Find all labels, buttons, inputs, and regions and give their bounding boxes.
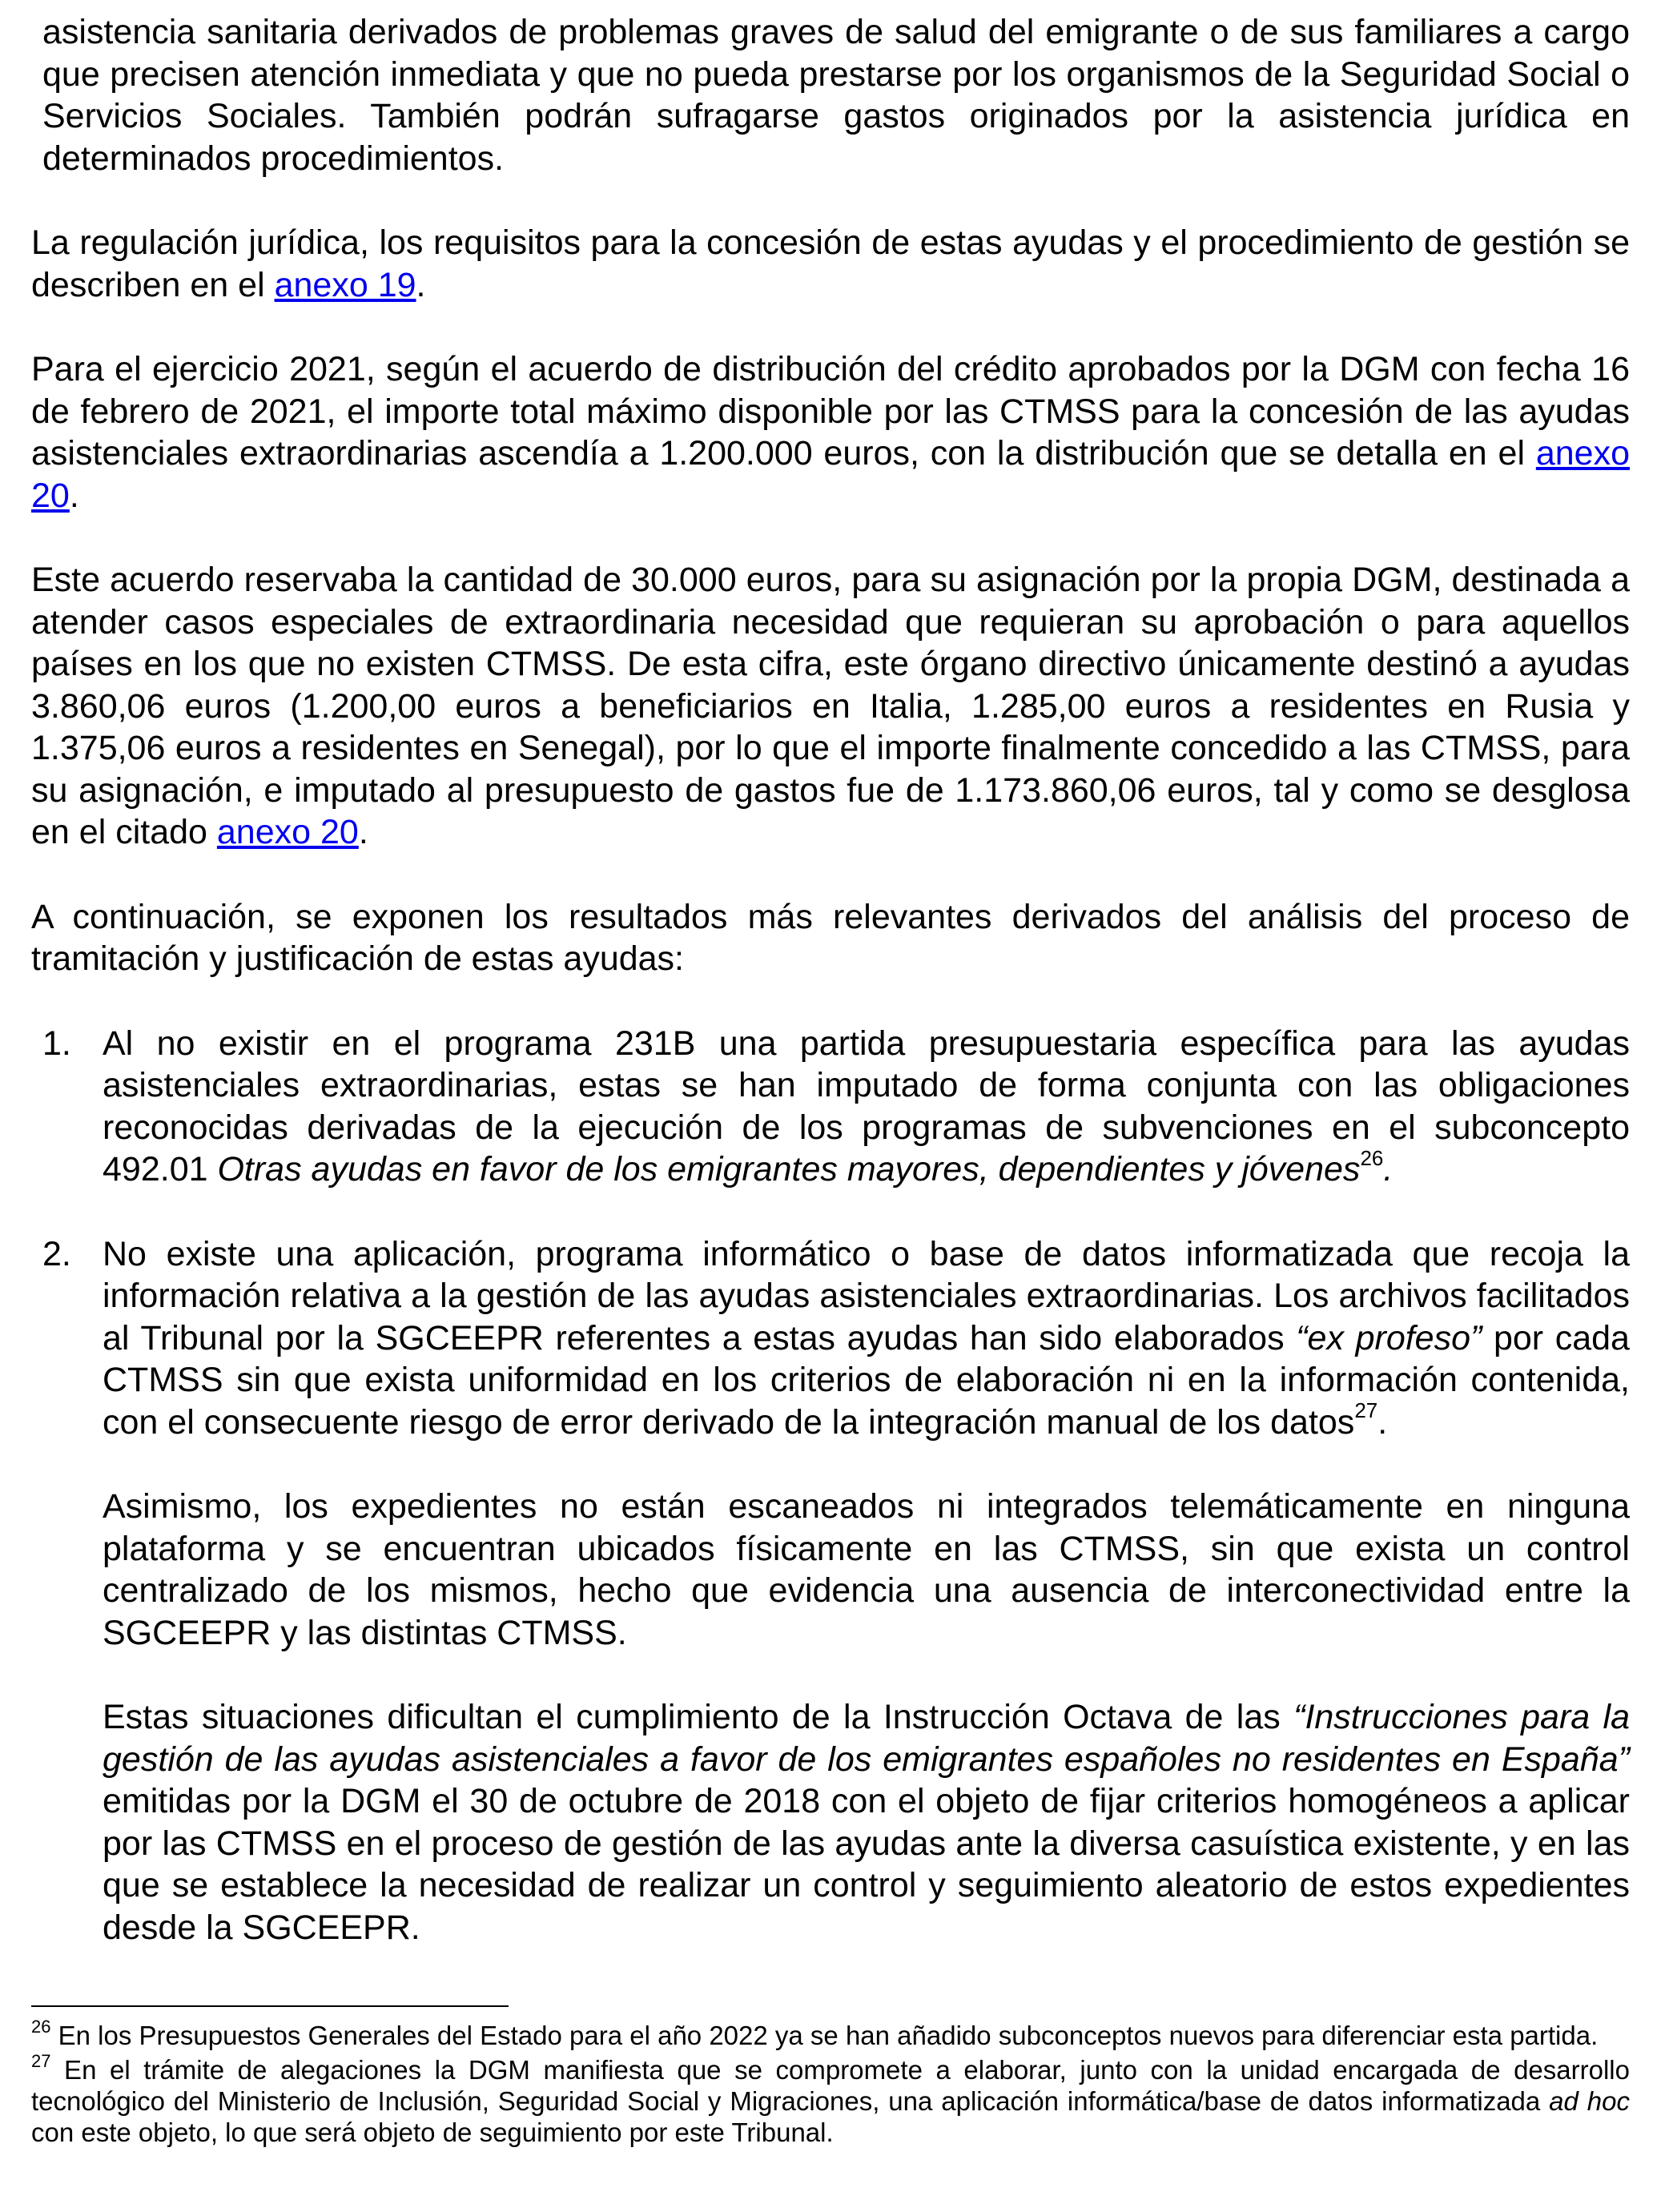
footnote-separator	[31, 2005, 509, 2007]
document-body	[31, 11, 1630, 1949]
subconcept-name: Otras ayudas en favor de los emigrantes mayores, dependientes y jóvenes	[217, 1150, 1361, 1188]
annex-19-link[interactable]: anexo 19	[274, 265, 416, 304]
reserve-paragraph: Este acuerdo reservaba la cantidad de 30.000 euros, para su asignación por la propia DGM, destinada a atender casos especiales de extraordinaria necesidad que requieran su aprobación o para aquellos países en los que no existen CTMSS. De esta cifra, este órgano directivo únicamente destinó a ayudas 3.860,06 euros (1.200,00 euros a beneficiarios en Italia, 1.285,00 euros a residentes en Rusia y 1.375,06 euros a residentes en Senegal), por lo que el importe finalmente concedido a las CTMSS, para su asignación, e imputado al presupuesto de gastos fue de 1.173.860,06 euros, tal y como se desglosa en el citado anexo 20.	[31, 561, 1630, 851]
regulation-paragraph: La regulación jurídica, los requisitos para la concesión de estas ayudas y el procedimiento de gestión se describen en el anexo 19.	[31, 223, 1630, 304]
list-number: 2.	[42, 1234, 71, 1273]
footnote-27: $^{27}$ En el trámite de alegaciones la DGM manifiesta que se compromete a elaborar, junto con la unidad encargada de desarrollo tecnológico del Ministerio de Inclusión, Seguridad Social y Migraciones, una aplicación informática/base de datos informatizada ad hoc con este objeto, lo que será objeto de seguimiento por este Tribunal.	[31, 2051, 1630, 2147]
footnote-ref-26[interactable]: 26	[1360, 1145, 1384, 1170]
results-intro-paragraph: A continuación, se exponen los resultados más relevantes derivados del análisis del proceso de tramitación y justificación de estas ayudas:	[31, 897, 1630, 978]
findings-list	[31, 1023, 1630, 1949]
finding-1-paragraph: Al no existir en el programa 231B una partida presupuestaria específica para las ayudas asistenciales extraordinarias, estas se han imputado de forma conjunta con las obligaciones reconocidas derivadas de la ejecución de los programas de subvenciones en el subconcepto 492.01 Otras ayudas en favor de los emigrantes mayores, dependientes y jóvenes$^{26}$.	[103, 1024, 1630, 1188]
list-item	[31, 1023, 1630, 1191]
budget-2021-paragraph: Para el ejercicio 2021, según el acuerdo de distribución del crédito aprobados por la DGM con fecha 16 de febrero de 2021, el importe total máximo disponible por las CTMSS para la concesión de las ayudas asistenciales extraordinarias ascendía a 1.200.000 euros, con la distribución que se detalla en el anexo 20.	[31, 350, 1630, 515]
annex-20-link[interactable]: anexo 20	[31, 434, 1630, 515]
list-number: 1.	[42, 1024, 71, 1063]
footnote-ref-27[interactable]: 27	[1354, 1398, 1378, 1423]
finding-2-instructions-paragraph: Estas situaciones dificultan el cumplimiento de la Instrucción Octava de las “Instrucciones para la gestión de las ayudas asistenciales a favor de los emigrantes españoles no residentes en España” emitidas por la DGM el 30 de octubre de 2018 con el objeto de fijar criterios homogéneos a aplicar por las CTMSS en el proceso de gestión de las ayudas ante la diversa casuística existente, y en las que se establece la necesidad de realizar un control y seguimiento aleatorio de estos expedientes desde la SGCEEPR.	[103, 1698, 1630, 1947]
intro-continuation-paragraph: asistencia sanitaria derivados de problemas graves de salud del emigrante o de sus familiares a cargo que precisen atención inmediata y que no pueda prestarse por los organismos de la Seguridad Social o Servicios Sociales. También podrán sufragarse gastos originados por la asistencia jurídica en determinados procedimientos.	[42, 13, 1630, 178]
list-item	[31, 1233, 1630, 1949]
footnote-26: $^{26}$ En los Presupuestos Generales del Estado para el año 2022 ya se han añadido subconceptos nuevos para diferenciar esta partida.	[31, 2017, 1599, 2050]
finding-2-paragraph: No existe una aplicación, programa informático o base de datos informatizada que recoja la información relativa a la gestión de las ayudas asistenciales extraordinarias. Los archivos facilitados al Tribunal por la SGCEEPR referentes a estas ayudas han sido elaborados “ex profeso” por cada CTMSS sin que exista uniformidad en los criterios de elaboración ni en la información contenida, con el consecuente riesgo de error derivado de la integración manual de los datos$^{27}$.	[103, 1234, 1630, 1442]
footnotes	[31, 2017, 1630, 2148]
annex-20-link-second[interactable]: anexo 20	[216, 813, 359, 851]
finding-2-files-paragraph: Asimismo, los expedientes no están escaneados ni integrados telemáticamente en ninguna plataforma y se encuentran ubicados físicamente en las CTMSS, sin que exista un control centralizado de los mismos, hecho que evidencia una ausencia de interconectividad entre la SGCEEPR y las distintas CTMSS.	[103, 1487, 1630, 1652]
